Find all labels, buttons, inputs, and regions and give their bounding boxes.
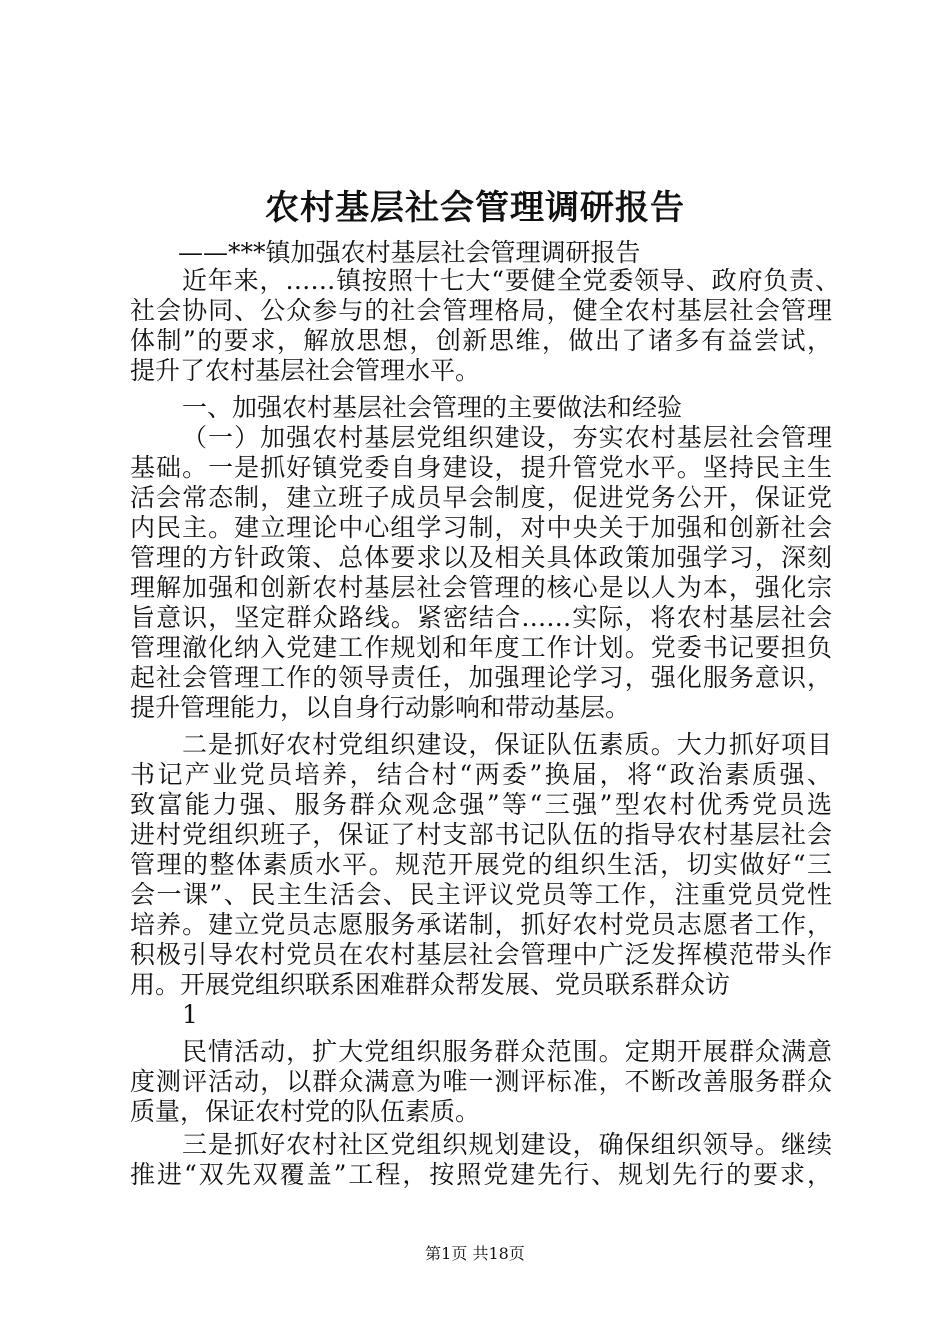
paragraph-line: 体制”的要求，解放思想，创新思维，做出了诸多有益尝试， — [130, 326, 832, 355]
paragraph-line: 会一课”、民主生活会、民主评议党员等工作，注重党员党性 — [130, 880, 832, 909]
paragraph-line: 用。开展党组织联系困难群众帮发展、党员联系群众访 — [130, 970, 731, 999]
paragraph-line: 近年来，……镇按照十七大“要健全党委领导、政府负责、 — [182, 266, 840, 295]
document-title: 农村基层社会管理调研报告 — [265, 188, 685, 228]
subtitle-line: ——***镇加强农村基层社会管理调研报告 — [178, 238, 641, 267]
paragraph-line: 二是抓好农村党组织建设，保证队伍素质。大力抓好项目 — [182, 730, 832, 759]
paragraph-line: 提升管理能力，以自身行动影响和带动基层。 — [130, 693, 631, 722]
paragraph-line: （一）加强农村基层党组织建设，夯实农村基层社会管理 — [182, 423, 832, 452]
paragraph-line: 度测评活动，以群众满意为唯一测评标准，不断改善服务群众 — [130, 1067, 832, 1096]
paragraph-line: 推进“双先双覆盖”工程，按照党建先行、规划先行的要求， — [130, 1160, 832, 1189]
paragraph-line: 内民主。建立理论中心组学习制，对中央关于加强和创新社会 — [130, 513, 832, 542]
paragraph-line: 培养。建立党员志愿服务承诺制，抓好农村党员志愿者工作， — [130, 910, 832, 939]
paragraph-line: 三是抓好农村社区党组织规划建设，确保组织领导。继续 — [182, 1130, 832, 1159]
paragraph-line: 管理澈化纳入党建工作规划和年度工作计划。党委书记要担负 — [130, 633, 832, 662]
paragraph-line: 起社会管理工作的领导责任，加强理论学习，强化服务意识， — [130, 663, 832, 692]
paragraph-line: 进村党组织班子，保证了村支部书记队伍的指导农村基层社会 — [130, 820, 832, 849]
paragraph-line: 致富能力强、服务群众观念强”等“三强”型农村优秀党员选 — [130, 790, 832, 819]
section-heading: 一、加强农村基层社会管理的主要做法和经验 — [182, 393, 683, 422]
paragraph-line: 提升了农村基层社会管理水平。 — [130, 356, 481, 385]
paragraph-line: 积极引导农村党员在农村基层社会管理中广泛发挥模范带头作 — [130, 940, 832, 969]
paragraph-line: 管理的整体素质水平。规范开展党的组织生活，切实做好“三 — [130, 850, 832, 879]
paragraph-line: 书记产业党员培养，结合村“两委”换届，将“政治素质强、 — [130, 760, 832, 789]
paragraph-line: 基础。一是抓好镇党委自身建设，提升管党水平。坚持民主生 — [130, 453, 832, 482]
paragraph-line: 社会协同、公众参与的社会管理格局，健全农村基层社会管理 — [130, 296, 832, 325]
page-footer: 第1页 共18页 — [425, 1244, 525, 1263]
inline-page-number: 1 — [182, 1000, 198, 1029]
paragraph-line: 民情活动，扩大党组织服务群众范围。定期开展群众满意 — [182, 1037, 832, 1066]
paragraph-line: 质量，保证农村党的队伍素质。 — [130, 1097, 481, 1126]
paragraph-line: 旨意识，坚定群众路线。紧密结合……实际，将农村基层社会 — [130, 603, 832, 632]
paragraph-line: 理解加强和创新农村基层社会管理的核心是以人为本，强化宗 — [130, 573, 832, 602]
paragraph-line: 活会常态制，建立班子成员早会制度，促进党务公开，保证党 — [130, 483, 832, 512]
paragraph-line: 管理的方针政策、总体要求以及相关具体政策加强学习，深刻 — [130, 543, 832, 572]
